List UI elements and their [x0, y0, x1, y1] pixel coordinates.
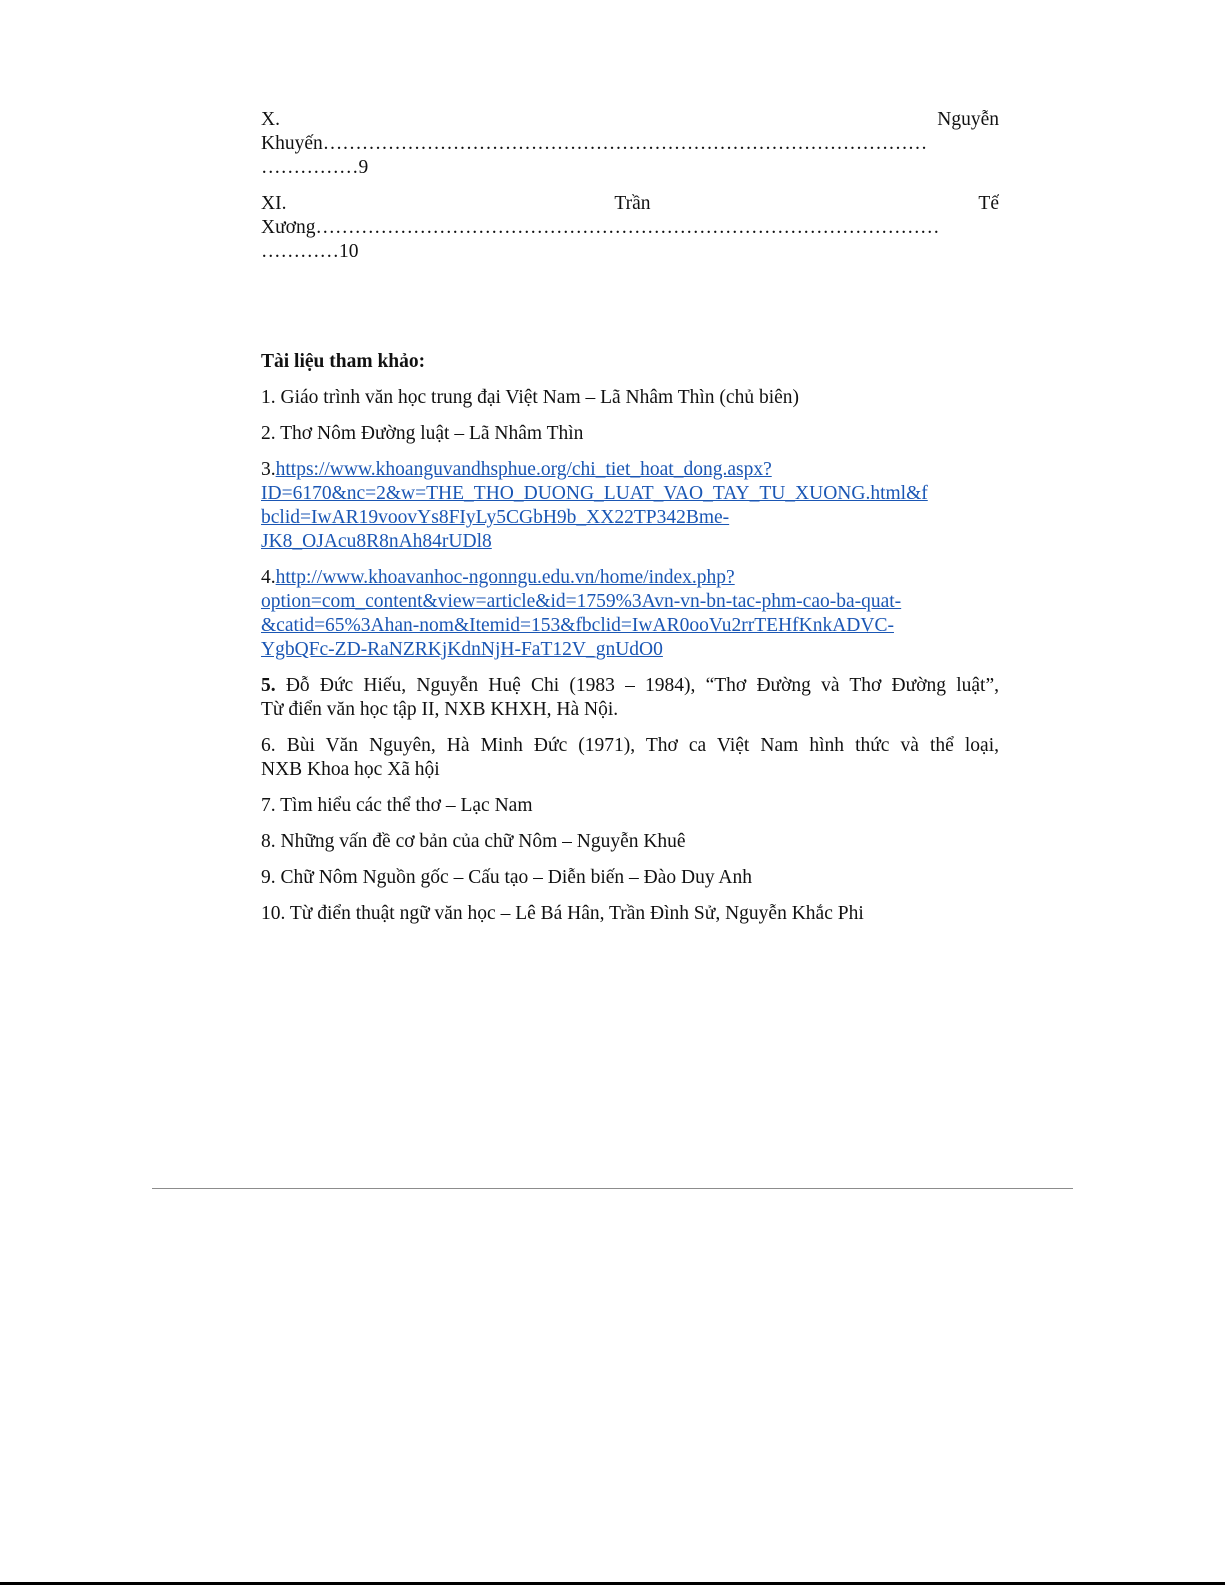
toc-xi-last: Tế — [978, 193, 999, 214]
toc-xi-page: 10 — [339, 241, 359, 262]
reference-4-link-cont[interactable]: YgbQFc-ZD-RaNZRKjKdnNjH-FaT12V_gnUdO0 — [261, 639, 663, 660]
toc-x-number: X. — [261, 109, 280, 130]
reference-3-link-cont[interactable]: ID=6170&nc=2&w=THE_THO_DUONG_LUAT_VAO_TAY_TU_XUONG.html&f — [261, 483, 928, 504]
reference-8: 8. Những vấn đề cơ bản của chữ Nôm – Nguyễn Khuê — [261, 831, 686, 852]
reference-5 — [261, 674, 999, 722]
toc-xi-mid: Trần — [614, 193, 651, 214]
reference-1: 1. Giáo trình văn học trung đại Việt Nam – Lã Nhâm Thìn (chủ biên) — [261, 387, 800, 408]
reference-10: 10. Từ điển thuật ngữ văn học – Lê Bá Hân, Trần Đình Sử, Nguyễn Khắc Phi — [261, 903, 864, 924]
reference-9: 9. Chữ Nôm Nguồn gốc – Cấu tạo – Diễn biến – Đào Duy Anh — [261, 867, 752, 888]
reference-3-link-cont[interactable]: JK8_OJAcu8R8nAh84rUDl8 — [261, 531, 492, 552]
reference-4-link[interactable]: http://www.khoavanhoc-ngonngu.edu.vn/home/index.php? — [275, 567, 735, 588]
reference-4-link-cont[interactable]: option=com_content&view=article&id=1759%3Avn-vn-bn-tac-phm-cao-ba-quat- — [261, 591, 902, 612]
reference-3-prefix: 3. — [261, 459, 276, 480]
toc-x-first: Khuyến — [261, 133, 323, 154]
toc-xi-dots-2: ………… — [261, 241, 339, 262]
reference-6-text-cont: NXB Khoa học Xã hội — [261, 759, 440, 780]
reference-6 — [261, 734, 999, 782]
reference-5-text-cont: Từ điển văn học tập II, NXB KHXH, Hà Nội. — [261, 699, 619, 720]
toc-entry-xi — [261, 192, 999, 264]
toc-entry-x — [261, 108, 999, 180]
reference-4-prefix: 4. — [261, 567, 276, 588]
references-heading: Tài liệu tham khảo: — [261, 351, 426, 372]
toc-x-last: Nguyễn — [937, 109, 999, 130]
reference-5-text: Đỗ Đức Hiếu, Nguyễn Huệ Chi (1983 – 1984), “Thơ Đường và Thơ Đường luật”, — [275, 675, 999, 696]
toc-xi-dots: …………………………………………………………………………………… — [315, 217, 940, 238]
toc-xi-number: XI. — [261, 193, 287, 214]
reference-4 — [261, 566, 999, 662]
reference-7: 7. Tìm hiểu các thể thơ – Lạc Nam — [261, 795, 533, 816]
reference-2: 2. Thơ Nôm Đường luật – Lã Nhâm Thìn — [261, 423, 584, 444]
toc-x-dots-2: …………… — [261, 157, 359, 178]
toc-xi-first: Xương — [261, 217, 316, 238]
reference-6-text: 6. Bùi Văn Nguyên, Hà Minh Đức (1971), Thơ ca Việt Nam hình thức và thể loại, — [261, 735, 999, 756]
reference-3-link-cont[interactable]: bclid=IwAR19voovYs8FIyLy5CGbH9b_XX22TP342Bme- — [261, 507, 730, 528]
toc-x-page: 9 — [358, 157, 369, 178]
reference-3 — [261, 458, 999, 554]
reference-5-number: 5. — [261, 675, 276, 696]
reference-3-link[interactable]: https://www.khoanguvandhsphue.org/chi_tiet_hoat_dong.aspx? — [275, 459, 772, 480]
toc-x-dots: ………………………………………………………………………………… — [322, 133, 928, 154]
reference-4-link-cont[interactable]: &catid=65%3Ahan-nom&Itemid=153&fbclid=IwAR0ooVu2rrTEHfKnkADVC- — [261, 615, 894, 636]
page-divider — [152, 1188, 1073, 1189]
